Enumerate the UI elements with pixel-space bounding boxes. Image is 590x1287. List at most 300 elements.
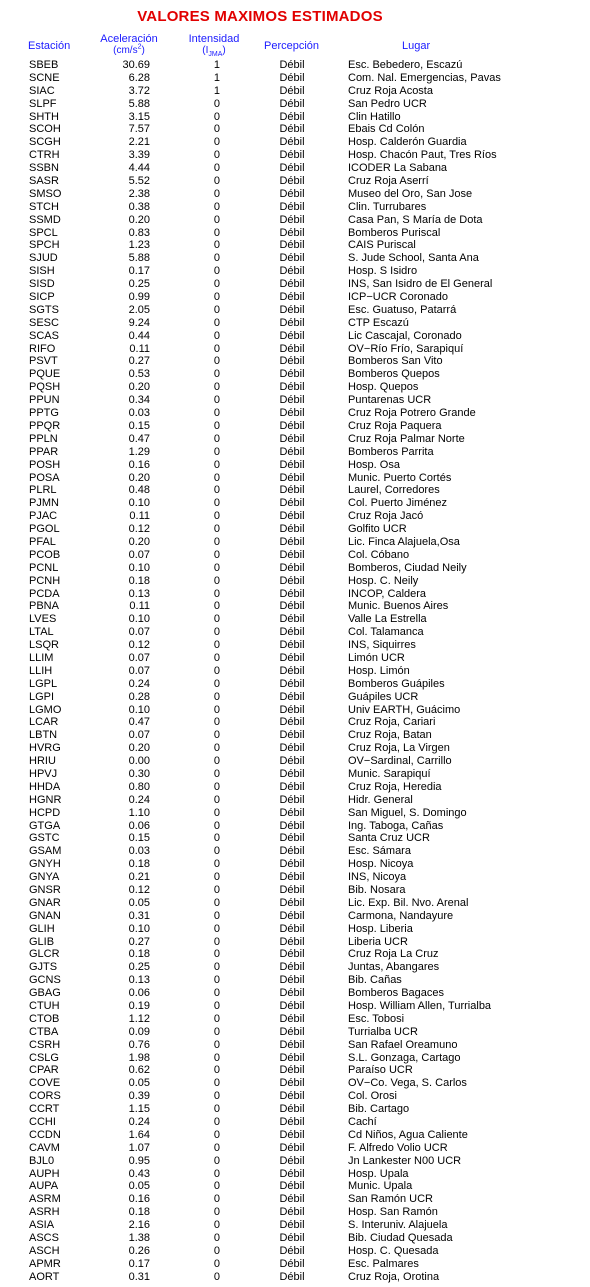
station-code: ASRM — [29, 1193, 61, 1206]
place-name: Cd Niños, Agua Caliente — [348, 1128, 468, 1141]
place-name: INS, San Isidro de El General — [348, 278, 493, 291]
page-title: VALORES MAXIMOS ESTIMADOS — [137, 8, 383, 25]
station-code: GTGA — [29, 819, 61, 832]
intensity-value: 0 — [213, 664, 220, 677]
intensity-value: 0 — [213, 574, 220, 587]
station-code: PQUE — [29, 368, 61, 381]
unit-close: ) — [222, 45, 226, 56]
intensity-value: 0 — [213, 1193, 220, 1206]
place-name: Lic. Exp. Bil. Nvo. Arenal — [348, 896, 469, 909]
place-name: Jn Lankester N00 UCR — [348, 1154, 462, 1167]
acceleration-value: 0.83 — [128, 226, 150, 239]
perception-value: Débil — [279, 278, 305, 291]
intensity-value: 0 — [213, 239, 220, 252]
unit-close: ) — [141, 45, 145, 56]
place-name: Cruz Roja Paquera — [348, 419, 442, 432]
station-code: GLIH — [29, 922, 55, 935]
perception-value: Débil — [279, 806, 305, 819]
station-code: SPCL — [29, 226, 58, 239]
acceleration-value: 0.99 — [128, 291, 150, 304]
perception-value: Débil — [279, 1232, 305, 1245]
station-code: PPAR — [29, 445, 59, 458]
perception-value: Débil — [279, 84, 305, 97]
table-row — [0, 484, 590, 497]
station-code: LCAR — [29, 716, 59, 729]
place-name: Bomberos, Ciudad Neily — [348, 561, 467, 574]
place-name: Bib. Cartago — [348, 1103, 410, 1116]
table-row — [0, 239, 590, 252]
table-row — [0, 510, 590, 523]
perception-value: Débil — [279, 922, 305, 935]
perception-value: Débil — [279, 123, 305, 136]
acceleration-value: 0.27 — [128, 935, 150, 948]
perception-value: Débil — [279, 651, 305, 664]
station-code: AORT — [29, 1270, 60, 1283]
perception-value: Débil — [279, 213, 305, 226]
acceleration-value: 0.12 — [128, 884, 150, 896]
station-code: SCOH — [29, 123, 61, 136]
perception-value: Débil — [279, 690, 305, 703]
acceleration-value: 0.39 — [128, 1090, 150, 1103]
acceleration-value: 0.26 — [128, 1244, 150, 1257]
intensity-value: 0 — [213, 432, 220, 445]
place-name: Hosp. C. Quesada — [348, 1244, 439, 1257]
intensity-value: 0 — [213, 110, 220, 123]
perception-value: Débil — [279, 1206, 305, 1219]
intensity-value: 0 — [213, 767, 220, 780]
table-row — [0, 149, 590, 162]
station-code: HPVJ — [29, 767, 58, 780]
place-name: San Ramón UCR — [348, 1193, 433, 1206]
perception-value: Débil — [279, 1051, 305, 1064]
place-name: Puntarenas UCR — [348, 394, 432, 407]
perception-value: Débil — [279, 329, 305, 342]
perception-value: Débil — [279, 639, 305, 652]
place-name: San Rafael Oreamuno — [348, 1038, 458, 1051]
table-row — [0, 948, 590, 961]
intensity-value: 0 — [213, 381, 220, 394]
table-row — [0, 1052, 590, 1065]
station-code: HRIU — [29, 755, 56, 768]
table-row — [0, 1258, 590, 1271]
table-row — [0, 1013, 590, 1026]
place-name: Bib. Cañas — [348, 974, 402, 987]
place-name: Univ EARTH, Guácimo — [348, 703, 461, 716]
acceleration-value: 0.24 — [128, 677, 150, 690]
table-row — [0, 1180, 590, 1193]
perception-value: Débil — [279, 1141, 305, 1154]
table-row — [0, 123, 590, 136]
perception-value: Débil — [279, 561, 305, 574]
table-row — [0, 201, 590, 214]
intensity-value: 1 — [213, 71, 220, 84]
table-row — [0, 214, 590, 227]
intensity-value: 0 — [213, 703, 220, 716]
perception-value: Débil — [279, 793, 305, 806]
place-name: Esc. Guatuso, Patarrá — [348, 303, 457, 316]
table-row — [0, 1103, 590, 1116]
intensity-value: 0 — [213, 316, 220, 329]
station-code: GCNS — [29, 974, 61, 987]
place-name: OV−Co. Vega, S. Carlos — [348, 1077, 467, 1090]
place-name: Cruz Roja Acosta — [348, 84, 433, 97]
table-row — [0, 1090, 590, 1103]
intensity-value: 0 — [213, 1090, 220, 1103]
place-name: Bib. Ciudad Quesada — [348, 1232, 453, 1245]
perception-value: Débil — [279, 265, 305, 278]
perception-value: Débil — [279, 626, 305, 639]
table-row — [0, 600, 590, 613]
table-row — [0, 755, 590, 768]
station-code: LGPL — [29, 677, 58, 690]
acceleration-value: 5.88 — [128, 252, 150, 265]
station-code: HCPD — [29, 806, 61, 819]
acceleration-value: 1.15 — [128, 1103, 150, 1116]
perception-value: Débil — [279, 845, 305, 858]
perception-value: Débil — [279, 471, 305, 484]
table-row — [0, 536, 590, 549]
station-code: APMR — [29, 1257, 61, 1270]
table-row — [0, 626, 590, 639]
table-row — [0, 355, 590, 368]
station-code: PCOB — [29, 548, 61, 561]
table-row — [0, 304, 590, 317]
table-row — [0, 317, 590, 330]
station-code: PLRL — [29, 484, 57, 497]
place-name: Esc. Bebedero, Escazú — [348, 59, 463, 71]
unit-open: (I — [202, 45, 209, 56]
perception-value: Débil — [279, 832, 305, 845]
place-name: Cruz Roja Potrero Grande — [348, 407, 476, 420]
acceleration-value: 0.07 — [128, 548, 150, 561]
acceleration-value: 0.38 — [128, 200, 150, 213]
table-row — [0, 1206, 590, 1219]
intensity-value: 0 — [213, 832, 220, 845]
perception-value: Débil — [279, 187, 305, 200]
intensity-value: 0 — [213, 445, 220, 458]
station-code: PJMN — [29, 497, 59, 510]
table-row — [0, 1155, 590, 1168]
perception-value: Débil — [279, 1257, 305, 1270]
acceleration-value: 2.21 — [128, 136, 150, 149]
unit-exponent: 2 — [137, 43, 142, 51]
station-code: HVRG — [29, 742, 61, 755]
table-row — [0, 961, 590, 974]
intensity-value: 0 — [213, 200, 220, 213]
place-name: Cruz Roja, Cariari — [348, 716, 436, 729]
intensity-value: 0 — [213, 819, 220, 832]
place-name: Hosp. Limón — [348, 664, 410, 677]
intensity-value: 0 — [213, 1167, 220, 1180]
intensity-value: 0 — [213, 162, 220, 175]
table-row — [0, 381, 590, 394]
acceleration-value: 0.16 — [128, 458, 150, 471]
place-name: Ing. Taboga, Cañas — [348, 819, 444, 832]
place-name: INS, Nicoya — [348, 871, 407, 884]
station-code: HGNR — [29, 793, 62, 806]
station-code: LLIH — [29, 664, 53, 677]
table-row — [0, 588, 590, 601]
station-code: ASIA — [29, 1219, 55, 1232]
place-name: Valle La Estrella — [348, 613, 427, 626]
place-name: Esc. Palmares — [348, 1257, 419, 1270]
perception-value: Débil — [279, 407, 305, 420]
acceleration-value: 0.07 — [128, 651, 150, 664]
perception-value: Débil — [279, 71, 305, 84]
perception-value: Débil — [279, 987, 305, 1000]
station-code: SLPF — [29, 97, 57, 110]
table-row — [0, 175, 590, 188]
header-aceleracion-unit — [98, 45, 160, 57]
place-name: Golfito UCR — [348, 523, 407, 536]
acceleration-value: 0.20 — [128, 381, 150, 394]
intensity-value: 0 — [213, 1206, 220, 1219]
perception-value: Débil — [279, 1128, 305, 1141]
table-row — [0, 1245, 590, 1258]
perception-value: Débil — [279, 200, 305, 213]
table-row — [0, 162, 590, 175]
perception-value: Débil — [279, 1077, 305, 1090]
intensity-value: 0 — [213, 394, 220, 407]
acceleration-value: 0.80 — [128, 780, 150, 793]
perception-value: Débil — [279, 664, 305, 677]
table-row — [0, 368, 590, 381]
perception-value: Débil — [279, 535, 305, 548]
table-row — [0, 897, 590, 910]
intensity-value: 0 — [213, 793, 220, 806]
station-code: STCH — [29, 200, 59, 213]
perception-value: Débil — [279, 1116, 305, 1129]
intensity-value: 0 — [213, 1128, 220, 1141]
station-code: PQSH — [29, 381, 61, 394]
station-code: SISD — [29, 278, 55, 291]
station-code: GNAN — [29, 909, 61, 922]
intensity-value: 0 — [213, 1270, 220, 1283]
perception-value: Débil — [279, 742, 305, 755]
station-code: CSRH — [29, 1038, 61, 1051]
acceleration-value: 0.09 — [128, 1025, 150, 1038]
intensity-value: 0 — [213, 1025, 220, 1038]
perception-value: Débil — [279, 716, 305, 729]
intensity-value: 0 — [213, 329, 220, 342]
perception-value: Débil — [279, 291, 305, 304]
table-row — [0, 1064, 590, 1077]
table-row — [0, 858, 590, 871]
intensity-value: 0 — [213, 780, 220, 793]
station-code: PCDA — [29, 587, 60, 600]
table-row — [0, 407, 590, 420]
place-name: Liberia UCR — [348, 935, 408, 948]
place-name: Hosp. Calderón Guardia — [348, 136, 467, 149]
place-name: Hosp. Liberia — [348, 922, 413, 935]
intensity-value: 0 — [213, 755, 220, 768]
table-row — [0, 1271, 590, 1284]
intensity-value: 0 — [213, 175, 220, 188]
intensity-value: 1 — [213, 84, 220, 97]
perception-value: Débil — [279, 961, 305, 974]
place-name: INCOP, Caldera — [348, 587, 427, 600]
place-name: Cruz Roja La Cruz — [348, 948, 439, 961]
intensity-value: 0 — [213, 974, 220, 987]
perception-value: Débil — [279, 97, 305, 110]
perception-value: Débil — [279, 316, 305, 329]
intensity-value: 0 — [213, 291, 220, 304]
acceleration-value: 0.18 — [128, 858, 150, 871]
header-aceleracion — [98, 33, 160, 57]
station-code: PCNH — [29, 574, 61, 587]
acceleration-value: 0.13 — [128, 974, 150, 987]
station-code: SESC — [29, 316, 59, 329]
place-name: S.L. Gonzaga, Cartago — [348, 1051, 461, 1064]
place-name: Hosp. Chacón Paut, Tres Ríos — [348, 149, 497, 162]
header-intensidad-unit — [183, 45, 245, 57]
place-name: Cruz Roja, Batan — [348, 729, 432, 742]
station-code: PPQR — [29, 419, 61, 432]
place-name: S. Jude School, Santa Ana — [348, 252, 479, 265]
perception-value: Débil — [279, 613, 305, 626]
intensity-value: 0 — [213, 651, 220, 664]
acceleration-value: 0.05 — [128, 896, 150, 909]
perception-value: Débil — [279, 59, 305, 71]
station-code: POSH — [29, 458, 61, 471]
table-row — [0, 613, 590, 626]
table-row — [0, 742, 590, 755]
perception-value: Débil — [279, 445, 305, 458]
acceleration-value: 1.23 — [128, 239, 150, 252]
place-name: Cachí — [348, 1116, 377, 1129]
intensity-value: 0 — [213, 523, 220, 536]
acceleration-value: 0.19 — [128, 1000, 150, 1013]
table-row — [0, 472, 590, 485]
acceleration-value: 0.12 — [128, 639, 150, 652]
table-row — [0, 59, 590, 72]
station-code: CTOB — [29, 1012, 60, 1025]
station-code: CCRT — [29, 1103, 60, 1116]
perception-value: Débil — [279, 368, 305, 381]
table-row — [0, 923, 590, 936]
table-row — [0, 72, 590, 85]
station-code: GNYH — [29, 858, 61, 871]
intensity-value: 0 — [213, 884, 220, 896]
table-row — [0, 639, 590, 652]
table-row — [0, 291, 590, 304]
table-row — [0, 871, 590, 884]
intensity-value: 0 — [213, 987, 220, 1000]
intensity-value: 0 — [213, 806, 220, 819]
table-row — [0, 678, 590, 691]
intensity-value: 0 — [213, 639, 220, 652]
intensity-value: 0 — [213, 1244, 220, 1257]
station-code: SSBN — [29, 162, 59, 175]
station-code: GLIB — [29, 935, 55, 948]
place-name: Esc. Tobosi — [348, 1012, 405, 1025]
perception-value: Débil — [279, 162, 305, 175]
table-row — [0, 1219, 590, 1232]
table-row — [0, 1039, 590, 1052]
unit-subscript: JMA — [208, 51, 223, 58]
perception-value: Débil — [279, 1103, 305, 1116]
place-name: Munic. Puerto Cortés — [348, 471, 452, 484]
place-name: CTP Escazú — [348, 316, 409, 329]
perception-value: Débil — [279, 136, 305, 149]
acceleration-value: 0.47 — [128, 716, 150, 729]
acceleration-value: 0.03 — [128, 845, 150, 858]
acceleration-value: 0.44 — [128, 329, 150, 342]
perception-value: Débil — [279, 149, 305, 162]
place-name: Munic. Buenos Aires — [348, 600, 449, 613]
place-name: Laurel, Corredores — [348, 484, 440, 497]
station-code: PPLN — [29, 432, 58, 445]
perception-value: Débil — [279, 729, 305, 742]
intensity-value: 0 — [213, 136, 220, 149]
place-name: Cruz Roja Palmar Norte — [348, 432, 465, 445]
acceleration-value: 0.21 — [128, 871, 150, 884]
table-row — [0, 497, 590, 510]
table-row — [0, 665, 590, 678]
station-code: PSVT — [29, 355, 58, 368]
perception-value: Débil — [279, 819, 305, 832]
intensity-value: 0 — [213, 1180, 220, 1193]
station-code: CTBA — [29, 1025, 59, 1038]
acceleration-value: 0.28 — [128, 690, 150, 703]
place-name: ICODER La Sabana — [348, 162, 448, 175]
intensity-value: 0 — [213, 1219, 220, 1232]
acceleration-value: 0.31 — [128, 1270, 150, 1283]
header-intensidad — [183, 33, 245, 57]
acceleration-value: 0.20 — [128, 213, 150, 226]
place-name: Hosp. San Ramón — [348, 1206, 438, 1219]
perception-value: Débil — [279, 484, 305, 497]
place-name: ICP−UCR Coronado — [348, 291, 448, 304]
perception-value: Débil — [279, 497, 305, 510]
table-row — [0, 1142, 590, 1155]
perception-value: Débil — [279, 755, 305, 768]
perception-value: Débil — [279, 587, 305, 600]
intensity-value: 0 — [213, 342, 220, 355]
perception-value: Débil — [279, 510, 305, 523]
table-row — [0, 1232, 590, 1245]
table-row — [0, 98, 590, 111]
table-row — [0, 549, 590, 562]
perception-value: Débil — [279, 1038, 305, 1051]
acceleration-value: 0.27 — [128, 355, 150, 368]
header-aceleracion-label: Aceleración — [100, 33, 158, 45]
table-row — [0, 1116, 590, 1129]
perception-value: Débil — [279, 523, 305, 536]
place-name: Col. Puerto Jiménez — [348, 497, 448, 510]
place-name: Esc. Sámara — [348, 845, 411, 858]
intensity-value: 0 — [213, 613, 220, 626]
place-name: Hosp. C. Neily — [348, 574, 419, 587]
perception-value: Débil — [279, 1193, 305, 1206]
station-code: SCAS — [29, 329, 59, 342]
intensity-value: 0 — [213, 123, 220, 136]
perception-value: Débil — [279, 419, 305, 432]
perception-value: Débil — [279, 458, 305, 471]
acceleration-value: 0.12 — [128, 523, 150, 536]
perception-value: Débil — [279, 355, 305, 368]
station-code: HHDA — [29, 780, 61, 793]
intensity-value: 0 — [213, 561, 220, 574]
perception-value: Débil — [279, 884, 305, 896]
acceleration-value: 0.24 — [128, 793, 150, 806]
station-code: POSA — [29, 471, 60, 484]
perception-value: Débil — [279, 394, 305, 407]
acceleration-value: 1.29 — [128, 445, 150, 458]
intensity-value: 0 — [213, 1232, 220, 1245]
table-row — [0, 343, 590, 356]
acceleration-value: 30.69 — [122, 59, 150, 71]
